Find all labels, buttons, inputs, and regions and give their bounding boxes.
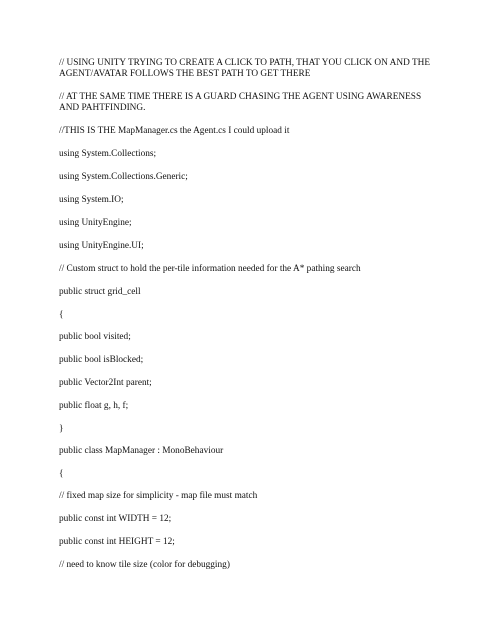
struct-close-brace: } bbox=[59, 424, 64, 434]
using-system-io: using System.IO; bbox=[59, 195, 124, 205]
height-constant: public const int HEIGHT = 12; bbox=[59, 537, 175, 547]
using-unityengine: using UnityEngine; bbox=[59, 218, 132, 228]
map-size-comment: // fixed map size for simplicity - map file must match bbox=[59, 491, 258, 501]
using-collections-generic: using System.Collections.Generic; bbox=[59, 172, 188, 182]
comment-line-1: // USING UNITY TRYING TO CREATE A CLICK TO PATH, THAT YOU CLICK ON AND THE AGENT/AVATAR FOLLOWS THE BEST PATH TO GET THERE bbox=[59, 58, 431, 79]
struct-comment: // Custom struct to hold the per-tile information needed for the A* pathing search bbox=[59, 264, 361, 274]
using-unityengine-ui: using UnityEngine.UI; bbox=[59, 241, 144, 251]
field-costs: public float g, h, f; bbox=[59, 401, 129, 411]
field-visited: public bool visited; bbox=[59, 332, 131, 342]
using-collections: using System.Collections; bbox=[59, 149, 157, 159]
struct-declaration: public struct grid_cell bbox=[59, 287, 141, 297]
field-is-blocked: public bool isBlocked; bbox=[59, 355, 144, 365]
comment-line-3: //THIS IS THE MapManager.cs the Agent.cs I could upload it bbox=[59, 126, 290, 136]
document-body bbox=[59, 58, 441, 583]
tile-size-comment: // need to know tile size (color for debugging) bbox=[59, 560, 230, 570]
width-constant: public const int WIDTH = 12; bbox=[59, 514, 172, 524]
field-parent: public Vector2Int parent; bbox=[59, 378, 152, 388]
class-declaration: public class MapManager : MonoBehaviour bbox=[59, 446, 224, 456]
comment-line-2: // AT THE SAME TIME THERE IS A GUARD CHASING THE AGENT USING AWARENESS AND PAHTFINDING. bbox=[59, 92, 422, 113]
class-open-brace: { bbox=[59, 469, 64, 479]
struct-open-brace: { bbox=[59, 310, 64, 320]
